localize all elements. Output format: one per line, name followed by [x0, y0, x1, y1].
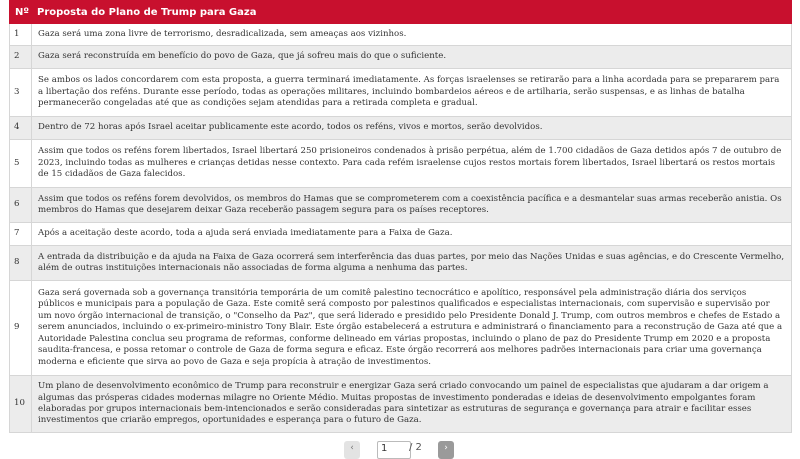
- table-row: [10, 46, 792, 69]
- table-row: [10, 223, 792, 246]
- row-number: 9: [10, 281, 32, 376]
- row-number: 1: [10, 24, 32, 46]
- row-text: Gaza será governada sob a governança transitória temporária de um comitê palestino tecnocrático e apolítico, responsável pela administração diária dos serviços públicos e municipais para a população de Gaza. Este comitê será composto por palestinos qualificados e especialistas internacionais, com supervisão e supervisão por um novo órgão internacional de transição, o "Conselho da Paz", que será liderado e presidido pelo Presidente Donald J. Trump, com outros membros e chefes de Estado a serem anunciados, incluindo o ex-primeiro-ministro Tony Blair. Este órgão estabelecerá a estrutura e administrará o financiamento para a reconstrução de Gaza até que a Autoridade Palestina conclua seu programa de reformas, conforme delineado em várias propostas, incluindo o plano de paz do Presidente Trump em 2020 e a proposta saudita-francesa, e possa retomar o controle de Gaza de forma segura e eficaz. Este órgão recorrerá aos melhores padrões internacionais para criar uma governança moderna e eficiente que sirva ao povo de Gaza e seja propícia à atração de investimentos.: [32, 281, 792, 376]
- table-row: [10, 188, 792, 223]
- row-number: 4: [10, 117, 32, 140]
- previous-page-button[interactable]: ‹: [344, 441, 360, 459]
- table-row: [10, 117, 792, 140]
- row-number: 7: [10, 223, 32, 246]
- row-number: 3: [10, 69, 32, 117]
- row-text: Gaza será reconstruída em benefício do povo de Gaza, que já sofreu mais do que o suficiente.: [32, 46, 792, 69]
- row-text: Um plano de desenvolvimento econômico de Trump para reconstruir e energizar Gaza será criado convocando um painel de especialistas que ajudaram a dar origem a algumas das prósperas cidades modernas milagre no Oriente Médio. Muitas propostas de investimento ponderadas e ideias de desenvolvimento empolgantes foram elaboradas por grupos internacionais bem-intencionados e serão consideradas para sintetizar as estruturas de segurança e governança para atrair e facilitar esses investimentos que criarão empregos, oportunidades e esperança para o futuro de Gaza.: [32, 376, 792, 433]
- table-row: [10, 281, 792, 376]
- row-text: Assim que todos os reféns forem libertados, Israel libertará 250 prisioneiros condenados à prisão perpétua, além de 1.700 cidadãos de Gaza detidos após 7 de outubro de 2023, incluindo todas as mulheres e crianças detidas nesse contexto. Para cada refém israelense cujos restos mortais forem libertados, Israel libertará os restos mortais de 15 cidadãos de Gaza falecidos.: [32, 140, 792, 188]
- page-total-label: / 2: [409, 442, 422, 453]
- row-text: Gaza será uma zona livre de terrorismo, desradicalizada, sem ameaças aos vizinhos.: [32, 24, 792, 46]
- row-number: 10: [10, 376, 32, 433]
- page-number-input[interactable]: 1: [377, 441, 411, 459]
- row-number: 2: [10, 46, 32, 69]
- row-text: A entrada da distribuição e da ajuda na Faixa de Gaza ocorrerá sem interferência das duas partes, por meio das Nações Unidas e suas agências, e do Crescente Vermelho, além de outras instituições internacionais não associadas de forma alguma a nenhuma das partes.: [32, 246, 792, 281]
- table-row: [10, 246, 792, 281]
- row-text: Após a aceitação deste acordo, toda a ajuda será enviada imediatamente para a Faixa de Gaza.: [32, 223, 792, 246]
- row-number: 6: [10, 188, 32, 223]
- row-number: 5: [10, 140, 32, 188]
- column-header-proposal: Proposta do Plano de Trump para Gaza: [32, 1, 792, 24]
- table-header-row: [10, 1, 792, 24]
- pagination: [0, 439, 800, 459]
- row-number: 8: [10, 246, 32, 281]
- plan-table: [9, 0, 792, 433]
- row-text: Se ambos os lados concordarem com esta proposta, a guerra terminará imediatamente. As forças israelenses se retirarão para a linha acordada para se prepararem para a libertação dos reféns. Durante esse período, todas as operações militares, incluindo bombardeios aéreos e de artilharia, serão suspensas, e as linhas de batalha permanecerão congeladas até que as condições sejam atendidas para a retirada completa e gradual.: [32, 69, 792, 117]
- row-text: Assim que todos os reféns forem devolvidos, os membros do Hamas que se comprometerem com a coexistência pacífica e a desmantelar suas armas receberão anistia. Os membros do Hamas que desejarem deixar Gaza receberão passagem segura para os países receptores.: [32, 188, 792, 223]
- table-row: [10, 69, 792, 117]
- next-page-button[interactable]: ›: [438, 441, 454, 459]
- table-row: [10, 140, 792, 188]
- row-text: Dentro de 72 horas após Israel aceitar publicamente este acordo, todos os reféns, vivos e mortos, serão devolvidos.: [32, 117, 792, 140]
- column-header-number: Nº: [10, 1, 32, 24]
- table-row: [10, 376, 792, 433]
- table-row: [10, 24, 792, 46]
